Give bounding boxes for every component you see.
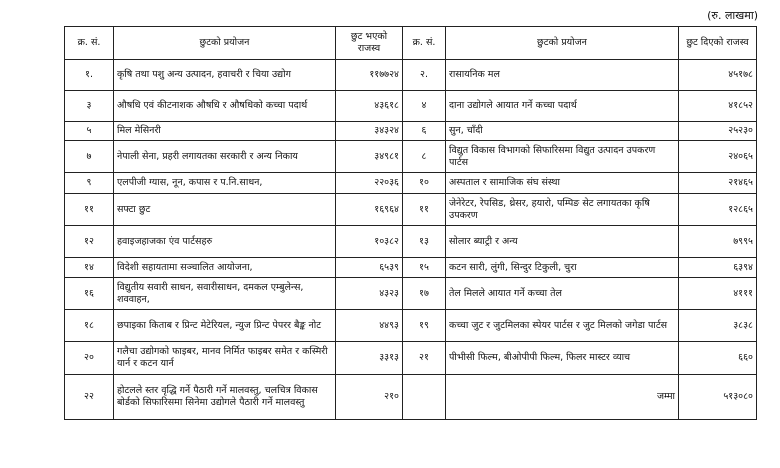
sn-right: १९ <box>403 310 446 342</box>
purpose-right: जेनेरेटर, रेपसिड, थ्रेसर, हयारो, पम्पिङ सेट लगायतका कृषि उपकरण <box>446 194 679 226</box>
amount-right: २१४६५ <box>679 173 757 194</box>
sn-right: ११ <box>403 194 446 226</box>
table-row <box>65 258 757 278</box>
sn-right: २. <box>403 60 446 91</box>
table-row <box>65 375 757 420</box>
sn-right: १३ <box>403 226 446 258</box>
table-row <box>65 278 757 310</box>
sn-right: १५ <box>403 258 446 278</box>
amount-right: ४१८५२ <box>679 91 757 122</box>
sn-left: ३ <box>65 91 114 122</box>
sn-right: ६ <box>403 122 446 141</box>
table-row <box>65 194 757 226</box>
amount-right: १२८६५ <box>679 194 757 226</box>
amount-left: ४३६१८ <box>336 91 403 122</box>
amount-left: १६९६४ <box>336 194 403 226</box>
total-label: जम्मा <box>446 375 679 420</box>
purpose-left: छपाइका किताब र प्रिन्ट मेटेरियल, न्युज प्रिन्ट पेपरर बैङ्क नोट <box>114 310 336 342</box>
table-row <box>65 173 757 194</box>
purpose-right: कच्चा जुट र जुटमिलका स्पेयर पार्टस र जुट मिलको जगेडा पार्टस <box>446 310 679 342</box>
purpose-right: पीभीसी फिल्म, बीओपीपी फिल्म, फिलर मास्टर व्याच <box>446 342 679 375</box>
purpose-right: विद्युत विकास विभागको सिफारिसमा विद्युत उत्पादन उपकरण पार्टस <box>446 141 679 173</box>
purpose-left: विदेशी सहायतामा सञ्चालित आयोजना, <box>114 258 336 278</box>
amount-left: ४४९३ <box>336 310 403 342</box>
purpose-right: तेल मिलले आयात गर्ने कच्चा तेल <box>446 278 679 310</box>
sn-left: ५ <box>65 122 114 141</box>
table-row <box>65 122 757 141</box>
amount-right: ४५१७८ <box>679 60 757 91</box>
purpose-left: एलपीजी ग्यास, नून, कपास र प.नि.साधन, <box>114 173 336 194</box>
amount-right: ६३९४ <box>679 258 757 278</box>
sn-right: ४ <box>403 91 446 122</box>
purpose-right: अस्पताल र सामाजिक संघ संस्था <box>446 173 679 194</box>
table-row <box>65 91 757 122</box>
purpose-left: औषधि एवं कीटनाशक औषधि र औषधिको कच्चा पदार्थ <box>114 91 336 122</box>
sn-right: १० <box>403 173 446 194</box>
sn-left: १२ <box>65 226 114 258</box>
header-purpose-left: छुटको प्रयोजन <box>114 27 336 60</box>
header-row <box>65 27 757 60</box>
amount-left: ३४९८१ <box>336 141 403 173</box>
amount-right: २४०६५ <box>679 141 757 173</box>
table-row <box>65 226 757 258</box>
purpose-left: हवाइजहाजका एंव पार्टसहरु <box>114 226 336 258</box>
amount-left: ३३१३ <box>336 342 403 375</box>
sn-left: २२ <box>65 375 114 420</box>
table-row <box>65 141 757 173</box>
purpose-left: विद्युतीय सवारी साधन, सवारीसाधन, दमकल एम्बुलेन्स, शववाहन, <box>114 278 336 310</box>
purpose-left: कृषि तथा पशु अन्य उत्पादन, हवाचरी र चिया उद्योग <box>114 60 336 91</box>
table-row <box>65 310 757 342</box>
amount-left: २२०३६ <box>336 173 403 194</box>
sn-left: २० <box>65 342 114 375</box>
sn-left: ९ <box>65 173 114 194</box>
sn-right <box>403 375 446 420</box>
sn-left: १८ <box>65 310 114 342</box>
sn-right: ८ <box>403 141 446 173</box>
amount-left: ३४३२४ <box>336 122 403 141</box>
amount-right: ७९९५ <box>679 226 757 258</box>
purpose-left: गलैचा उद्योगको फाइबर, मानव निर्मित फाइबर समेत र कस्मिरी यार्न र कटन यार्न <box>114 342 336 375</box>
sn-right: २१ <box>403 342 446 375</box>
sn-left: ७ <box>65 141 114 173</box>
tax-exemption-table <box>64 26 757 420</box>
purpose-right: दाना उद्योगले आयात गर्ने कच्चा पदार्थ <box>446 91 679 122</box>
purpose-left: मिल मेसिनरी <box>114 122 336 141</box>
sn-left: १४ <box>65 258 114 278</box>
purpose-right: सोलार ब्याट्री र अन्य <box>446 226 679 258</box>
amount-left: ६५३९ <box>336 258 403 278</box>
purpose-right: कटन सारी, लुंगी, सिन्दुर टिकुली, चुरा <box>446 258 679 278</box>
header-sn-right: क्र. सं. <box>403 27 446 60</box>
purpose-left: सफ्टा छुट <box>114 194 336 226</box>
amount-left: ११७७२४ <box>336 60 403 91</box>
table-row <box>65 60 757 91</box>
header-amount-left: छुट भएको राजस्व <box>336 27 403 60</box>
sn-left: ११ <box>65 194 114 226</box>
amount-right: ६६० <box>679 342 757 375</box>
table-row <box>65 342 757 375</box>
sn-left: १. <box>65 60 114 91</box>
header-purpose-right: छुटको प्रयोजन <box>446 27 679 60</box>
purpose-right: सुन, चाँदी <box>446 122 679 141</box>
purpose-right: रासायनिक मल <box>446 60 679 91</box>
sn-left: १६ <box>65 278 114 310</box>
unit-note: (रु. लाखमा) <box>707 9 758 22</box>
header-sn-left: क्र. सं. <box>65 27 114 60</box>
amount-right: २५२३० <box>679 122 757 141</box>
header-amount-right: छुट दिएको राजस्व <box>679 27 757 60</box>
amount-left: १०३८२ <box>336 226 403 258</box>
amount-right: ४१११ <box>679 278 757 310</box>
sn-right: १७ <box>403 278 446 310</box>
purpose-left: होटलले स्तर वृद्धि गर्ने पैठारी गर्ने मालवस्तु, चलचित्र विकास बोर्डको सिफारिसमा सिनेमा उद्योगले पैठारी गर्ने मालवस्तु <box>114 375 336 420</box>
purpose-left: नेपाली सेना, प्रहरी लगायतका सरकारी र अन्य निकाय <box>114 141 336 173</box>
amount-left: २१० <box>336 375 403 420</box>
total-amount: ५१३०८० <box>679 375 757 420</box>
amount-left: ४३२३ <box>336 278 403 310</box>
amount-right: ३८३८ <box>679 310 757 342</box>
